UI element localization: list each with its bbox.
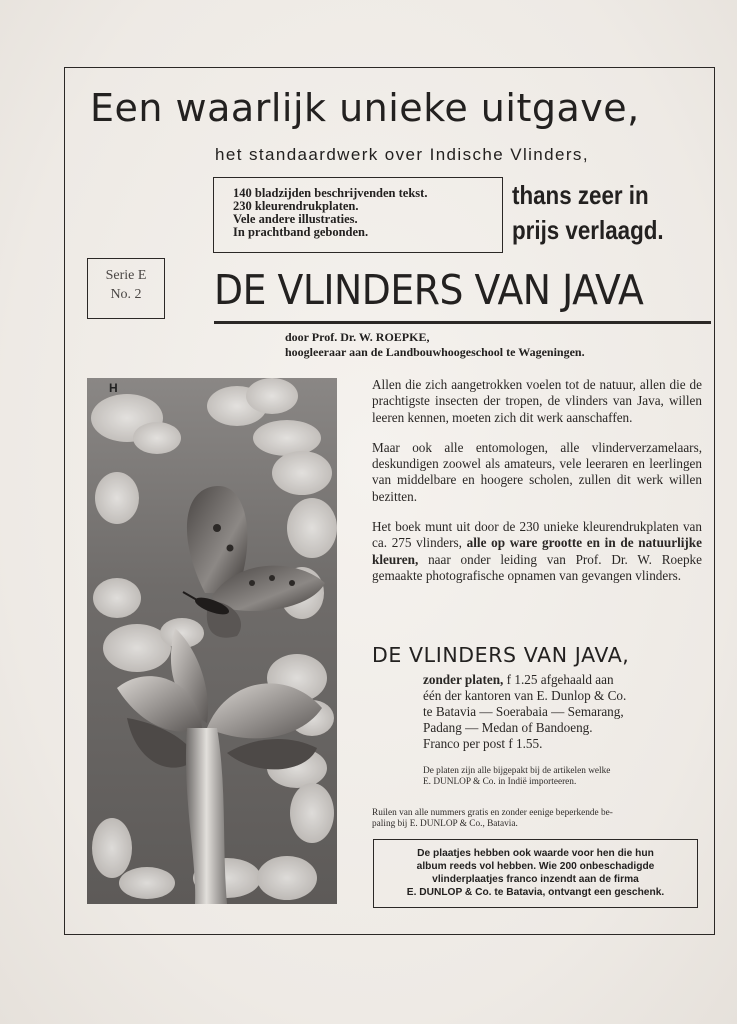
book-title-secondary: DE VLINDERS VAN JAVA, (372, 643, 630, 667)
pricing-line: te Batavia — Soerabaia — Semarang, (423, 704, 624, 719)
paragraph: Maar ook alle entomologen, alle vlinderverzamelaars, deskundigen zoowel als amateurs, vele leeraren en leerlingen van middelbare en hoogere scholen, zullen dit werk willen bezitten. (372, 439, 702, 504)
title-rule (214, 321, 711, 324)
headline: Een waarlijk unieke uitgave, (90, 86, 640, 130)
price-cut-line: thans zeer in (512, 180, 649, 210)
author-name: door Prof. Dr. W. ROEPKE, (285, 330, 430, 344)
price-cut-notice (512, 178, 684, 248)
series-box (87, 258, 165, 319)
feature-box (213, 177, 503, 253)
offer-line: De plaatjes hebben ook waarde voor hen die hun (417, 848, 654, 859)
offer-line: E. DUNLOP & Co. te Batavia, ontvangt een geschenk. (406, 887, 665, 898)
offer-line: vlinderplaatjes franco inzendt aan de firma (432, 874, 639, 885)
pricing-line: Franco per post f 1.55. (423, 736, 543, 751)
note-line: Ruilen van alle nummers gratis en zonder eenige beperkende be- (372, 808, 613, 818)
paragraph (372, 519, 702, 584)
paragraph-emphasis: alle op ware grootte en in de natuurlijke kleuren, (372, 535, 702, 567)
note-line: paling bij E. DUNLOP & Co., Batavia. (372, 819, 518, 829)
body-text (372, 377, 702, 598)
book-title: DE VLINDERS VAN JAVA (214, 266, 644, 314)
feature-item: Vele andere illustraties. (233, 212, 358, 226)
feature-item: 140 bladzijden beschrijvenden tekst. (233, 186, 428, 200)
feature-item: 230 kleurendrukplaten. (233, 199, 359, 213)
author-affiliation: hoogleeraar aan de Landbouwhoogeschool te Wageningen. (285, 345, 585, 359)
feature-item: In prachtband gebonden. (233, 225, 369, 239)
pricing-emphasis: zonder platen, (423, 672, 504, 687)
note-line: E. DUNLOP & Co. in Indië importeeren. (423, 777, 577, 787)
offer-line: album reeds vol hebben. Wie 200 onbeschadigde (416, 861, 655, 872)
pricing-info (423, 672, 713, 752)
author-block (285, 330, 725, 360)
price-cut-line: prijs verlaagd. (512, 215, 664, 245)
paragraph: Allen die zich aangetrokken voelen tot de natuur, allen die de prachtigste insecten der tropen, de vlinders van Java, willen leeren kennen, moeten zich dit werk aanschaffen. (372, 377, 702, 425)
plates-note (423, 766, 713, 788)
offer-box (373, 839, 698, 908)
note-line: De platen zijn alle bijgepakt bij de artikelen welke (423, 766, 611, 776)
butterfly-flower-art (87, 378, 337, 904)
exchange-note (372, 808, 707, 830)
pricing-line: één der kantoren van E. Dunlop & Co. (423, 688, 627, 703)
pricing-line: Padang — Medan of Bandoeng. (423, 720, 593, 735)
paragraph-text: naar onder leiding van Prof. Dr. W. Roepke gemaakte photografische opnamen van gevangen vlinders. (372, 551, 702, 583)
pricing-line: f 1.25 afgehaald aan (506, 672, 614, 687)
series-number: No. 2 (110, 287, 142, 302)
butterfly-illustration (87, 378, 337, 904)
paragraph-text: Het boek munt uit door de 230 unieke kleurendrukplaten van ca. 275 vlinders, (372, 519, 702, 551)
artist-signature: H (109, 381, 118, 395)
series-label: Serie E (105, 268, 147, 283)
subheadline: het standaardwerk over Indische Vlinders, (215, 145, 589, 164)
